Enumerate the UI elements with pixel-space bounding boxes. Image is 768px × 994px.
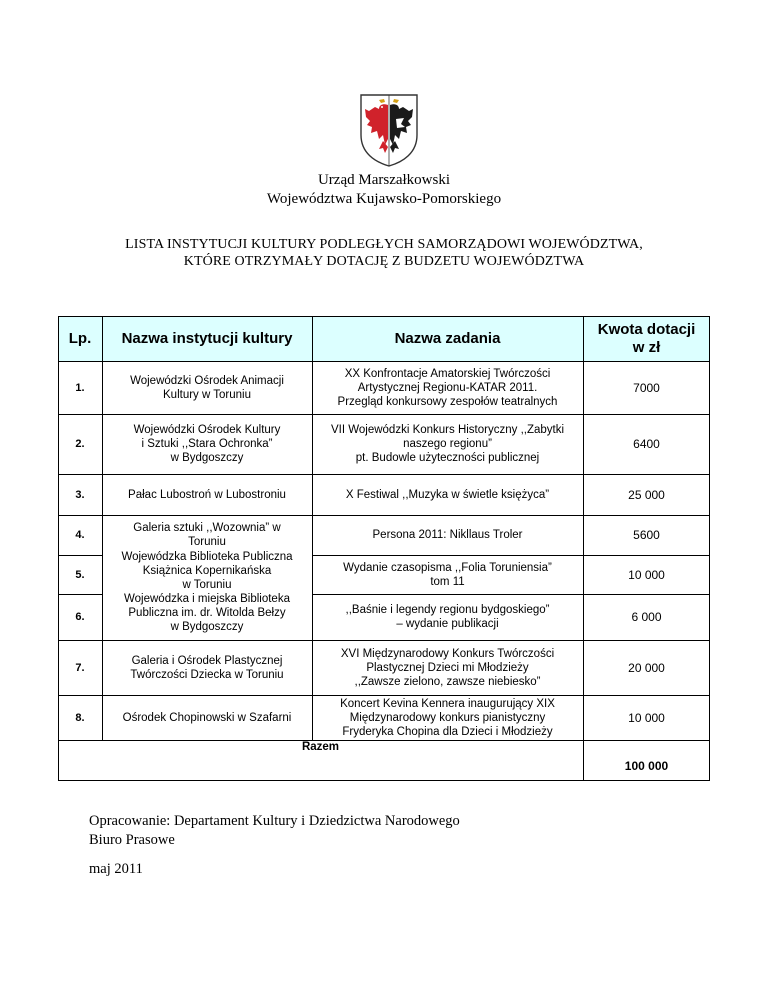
- row-task-line: Koncert Kevina Kennera inaugurujący XIX: [340, 697, 555, 710]
- row-institution: [102, 414, 312, 474]
- row-task-line: Przegląd konkursowy zespołów teatralnych: [337, 395, 558, 408]
- row-institution-line: Wojewódzka Biblioteka Publiczna: [121, 550, 293, 563]
- office-line-2: Województwa Kujawsko-Pomorskiego: [266, 191, 502, 207]
- row-task: [312, 695, 583, 740]
- row-task: [312, 414, 583, 474]
- row-lp: 7.: [75, 661, 85, 674]
- row-task-line: XVI Międzynarodowy Konkurs Twórczości: [340, 647, 555, 660]
- row-task-line: X Festiwal ,,Muzyka w świetle księżyca”: [345, 488, 550, 501]
- total-amount: 100 000: [624, 758, 669, 773]
- header-amount: [583, 316, 710, 361]
- row-lp: 6.: [75, 611, 85, 623]
- row-institution-line: Publiczna im. dr. Witolda Bełzy: [128, 607, 286, 619]
- row-institution: [102, 640, 312, 695]
- row-amount: 5600: [633, 528, 660, 542]
- office-name: [0, 171, 768, 209]
- row-institution-line: Galeria i Ośrodek Plastycznej: [131, 654, 283, 667]
- row-task-line: ,,Baśnie i legendy regionu bydgoskiego”: [345, 604, 550, 616]
- row-institution-line: Książnica Kopernikańska: [142, 564, 272, 577]
- row-task-line: XX Konfrontacje Amatorskiej Twórczości: [344, 367, 551, 380]
- row-amount: 6 000: [631, 610, 662, 624]
- title-line-2: KTÓRE OTRZYMAŁY DOTACJĘ Z BUDZETU WOJEWÓDZTWA: [183, 254, 585, 269]
- row-institution: [102, 361, 312, 414]
- row-task-line: Fryderyka Chopina dla Dzieci i Młodzieży: [342, 725, 553, 738]
- row-task-line: Persona 2011: Nikllaus Troler: [372, 529, 523, 541]
- row-institution: [102, 550, 312, 591]
- document-title: [0, 236, 768, 270]
- total-label: Razem: [301, 741, 340, 753]
- row-task: [312, 515, 583, 555]
- row-lp: 2.: [75, 438, 85, 450]
- row-lp: 3.: [75, 488, 85, 501]
- row-lp: 5.: [75, 568, 85, 581]
- row-lp: 1.: [75, 381, 85, 394]
- row-task-line: tom 11: [430, 575, 465, 588]
- row-amount: 10 000: [628, 710, 665, 725]
- row-task: [312, 594, 583, 640]
- coat-of-arms-icon: [357, 91, 421, 167]
- row-institution-line: Ośrodek Chopinowski w Szafarni: [122, 711, 292, 724]
- row-task: [312, 640, 583, 695]
- row-task: [312, 555, 583, 594]
- row-amount: 7000: [633, 380, 660, 395]
- row-task-line: Międzynarodowy konkurs pianistyczny: [349, 711, 546, 724]
- footer: [89, 812, 460, 850]
- header-lp: Lp.: [68, 329, 92, 347]
- row-institution-line: i Sztuki ,,Stara Ochronka”: [141, 438, 273, 450]
- row-institution-line: Galeria sztuki ,,Wozownia” w: [133, 522, 281, 534]
- row-amount: 10 000: [628, 567, 665, 582]
- header-institution: Nazwa instytucji kultury: [121, 329, 293, 347]
- row-institution-line: Kultury w Toruniu: [163, 388, 251, 401]
- header-task: Nazwa zadania: [394, 329, 501, 347]
- row-institution-line: Pałac Lubostroń w Lubostroniu: [128, 488, 286, 501]
- grants-table: [58, 316, 710, 781]
- row-task: [312, 474, 583, 515]
- header-amount-line-2: w zł: [632, 338, 661, 356]
- row-task-line: Artystycznej Regionu-KATAR 2011.: [357, 381, 538, 394]
- footer-office: Biuro Prasowe: [89, 832, 175, 848]
- row-institution-line: w Bydgoszczy: [170, 621, 244, 633]
- row-task-line: ,,Zawsze zielono, zawsze niebiesko”: [354, 675, 541, 688]
- row-institution: [102, 695, 312, 740]
- row-institution-line: Wojewódzki Ośrodek Kultury: [133, 424, 281, 436]
- row-task-line: VII Wojewódzki Konkurs Historyczny ,,Zabytki: [330, 424, 565, 436]
- row-institution-line: Twórczości Dziecka w Toruniu: [130, 668, 284, 681]
- row-task-line: Plastycznej Dzieci mi Młodzieży: [366, 661, 529, 674]
- footer-department: Opracowanie: Departament Kultury i Dziedzictwa Narodowego: [89, 813, 460, 829]
- office-line-1: Urząd Marszałkowski: [317, 172, 451, 188]
- row-institution: [102, 474, 312, 515]
- row-amount: 20 000: [628, 660, 665, 675]
- header-amount-line-1: Kwota dotacji: [597, 320, 696, 338]
- row-institution-line: w Toruniu: [182, 578, 232, 591]
- row-amount: 6400: [633, 437, 660, 451]
- row-institution: [102, 586, 312, 640]
- row-task-line: pt. Budowle użyteczności publicznej: [355, 452, 540, 464]
- row-institution-line: Wojewódzka i miejska Biblioteka: [124, 593, 290, 605]
- row-institution-line: Wojewódzki Ośrodek Animacji: [130, 374, 284, 387]
- row-lp: 4.: [75, 529, 85, 541]
- row-task-line: Wydanie czasopisma ,,Folia Toruniensia”: [343, 561, 552, 574]
- row-institution-line: w Bydgoszczy: [170, 452, 244, 464]
- document-date: maj 2011: [89, 861, 143, 877]
- row-task: [312, 361, 583, 414]
- row-task-line: – wydanie publikacji: [396, 618, 499, 630]
- row-lp: 8.: [75, 711, 85, 724]
- row-amount: 25 000: [628, 487, 665, 502]
- title-line-1: LISTA INSTYTUCJI KULTURY PODLEGŁYCH SAMORZĄDOWI WOJEWÓDZTWA,: [125, 237, 643, 252]
- row-task-line: naszego regionu”: [403, 438, 492, 450]
- row-institution-line: Toruniu: [188, 536, 226, 548]
